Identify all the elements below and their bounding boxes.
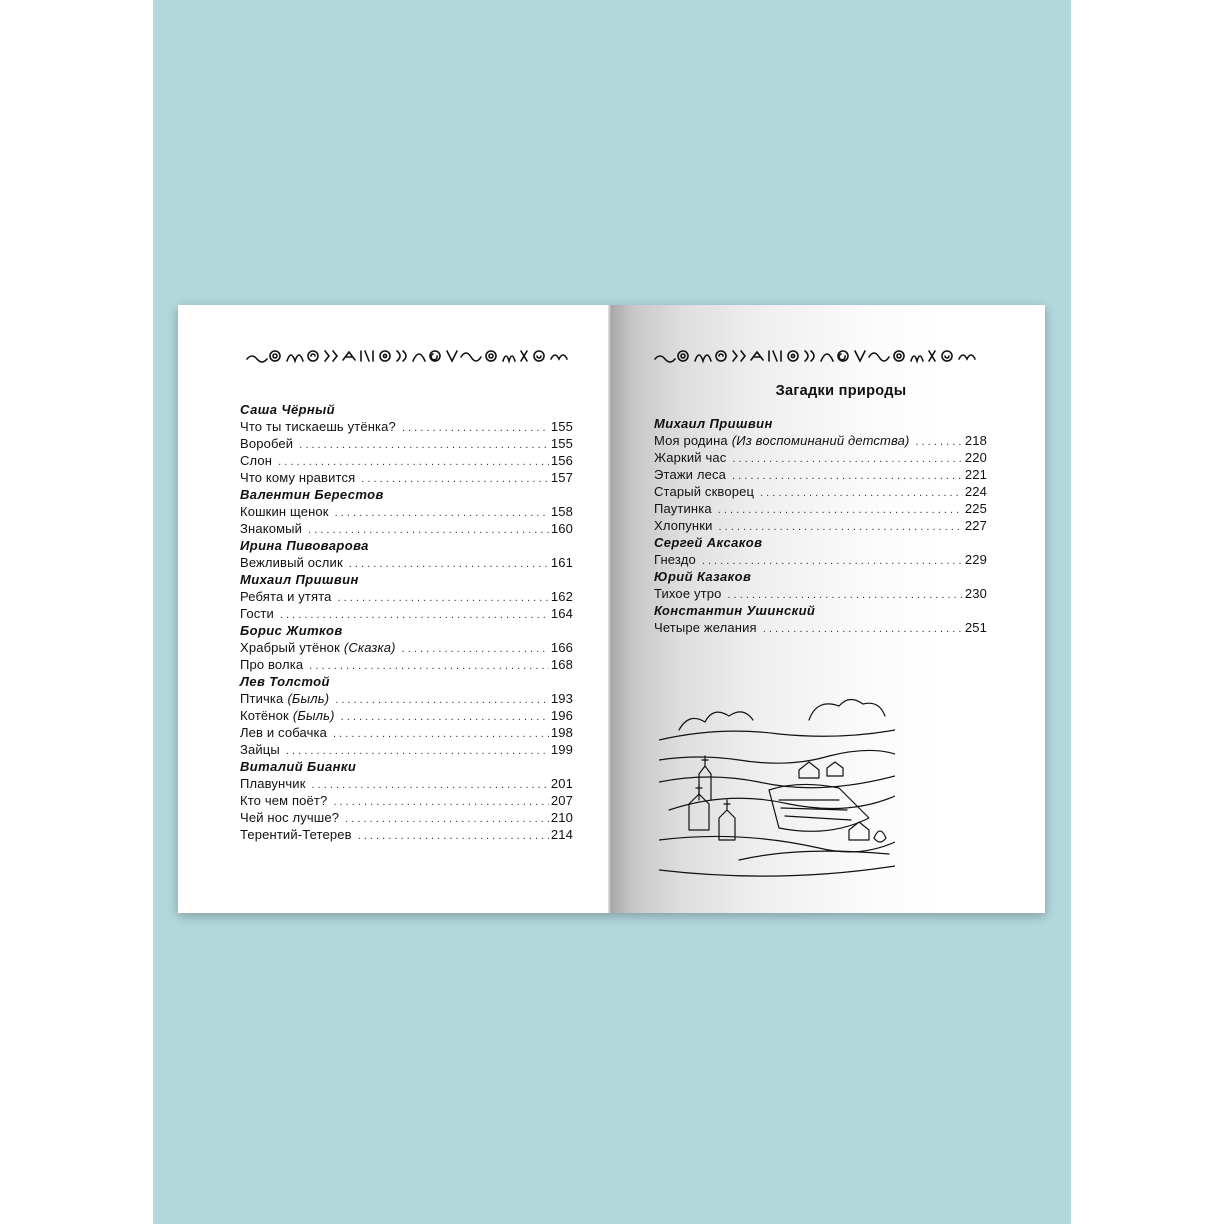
- page-number: 225: [964, 501, 987, 516]
- entry-title: Старый скворец: [654, 484, 755, 499]
- dot-leader: [358, 828, 549, 845]
- entry-title: Этажи леса: [654, 467, 726, 482]
- toc-entry: [240, 418, 573, 435]
- entry-title: Знакомый: [240, 521, 303, 536]
- author-heading: Сергей Аксаков: [654, 535, 763, 550]
- toc-entry: [654, 517, 987, 534]
- dot-leader: [402, 420, 549, 437]
- entry-title: Жаркий час: [654, 450, 727, 465]
- author-heading: Борис Житков: [240, 623, 343, 638]
- page-number: 158: [550, 504, 573, 519]
- page-number: 251: [964, 620, 987, 635]
- page-number: 199: [550, 742, 573, 757]
- page-number: 220: [964, 450, 987, 465]
- page-number: 229: [964, 552, 987, 567]
- entry-title: Птичка: [240, 691, 284, 706]
- dot-leader: [309, 658, 549, 675]
- page-number: 164: [550, 606, 573, 621]
- author-heading: Саша Чёрный: [240, 402, 336, 417]
- entry-title: Что кому нравится: [240, 470, 356, 485]
- toc-entry: [654, 449, 987, 466]
- entry-title: Терентий-Тетерев: [240, 827, 352, 842]
- page-number: 168: [550, 657, 573, 672]
- entry-title: Про волка: [240, 657, 304, 672]
- dot-leader: [349, 556, 549, 573]
- author-heading: Лев Толстой: [240, 674, 330, 689]
- entry-title: Кто чем поёт?: [240, 793, 328, 808]
- dot-leader: [916, 434, 963, 451]
- entry-title: Паутинка: [654, 501, 712, 516]
- left-page: [178, 305, 611, 913]
- page-number: 166: [550, 640, 573, 655]
- toc-entry: [240, 435, 573, 452]
- entry-title: Гости: [240, 606, 274, 621]
- toc-entry: [654, 585, 987, 602]
- toc-entry: [654, 619, 987, 636]
- dot-leader: [345, 811, 549, 828]
- toc-entry: [654, 551, 987, 568]
- page-number: 230: [964, 586, 987, 601]
- entry-title: Воробей: [240, 436, 294, 451]
- dot-leader: [299, 437, 549, 454]
- page-number: 227: [964, 518, 987, 533]
- toc-entry: [240, 452, 573, 469]
- entry-title: Лев и собачка: [240, 725, 328, 740]
- toc-entry: [240, 554, 573, 571]
- dot-leader: [333, 794, 548, 811]
- page-number: 160: [550, 521, 573, 536]
- dot-leader: [341, 709, 549, 726]
- entry-title: Слон: [240, 453, 273, 468]
- entry-title: Гнездо: [654, 552, 696, 567]
- toc-entry: [240, 639, 573, 656]
- dot-leader: [732, 451, 962, 468]
- page-number: 224: [964, 484, 987, 499]
- entry-title: Хлопунки: [654, 518, 713, 533]
- toc-entry: [654, 500, 987, 517]
- page-number: 155: [550, 436, 573, 451]
- entry-title: Кошкин щенок: [240, 504, 329, 519]
- right-page: [611, 305, 1045, 913]
- page-number: 196: [550, 708, 573, 723]
- table-of-contents-left: [240, 401, 573, 843]
- entry-title: Чей нос лучше?: [240, 810, 340, 825]
- toc-entry: [240, 707, 573, 724]
- entry-title: Моя родина: [654, 433, 728, 448]
- author-heading: Михаил Пришвин: [240, 572, 359, 587]
- dot-leader: [312, 777, 549, 794]
- author-heading: Ирина Пивоварова: [240, 538, 369, 553]
- entry-title: Четыре желания: [654, 620, 757, 635]
- dot-leader: [338, 590, 549, 607]
- author-heading: Константин Ушинский: [654, 603, 816, 618]
- toc-entry: [654, 432, 987, 449]
- section-title: Загадки природы: [775, 383, 907, 399]
- ornament-border-icon: [245, 345, 575, 367]
- dot-leader: [732, 468, 963, 485]
- dot-leader: [333, 726, 549, 743]
- page-number: 201: [550, 776, 573, 791]
- village-landscape-icon: [659, 690, 895, 890]
- page-number: 161: [550, 555, 573, 570]
- toc-entry: [654, 466, 987, 483]
- dot-leader: [335, 505, 549, 522]
- toc-entry: [240, 826, 573, 843]
- dot-leader: [760, 485, 963, 502]
- toc-entry: [240, 656, 573, 673]
- page-number: 210: [550, 810, 573, 825]
- entry-title: Ребята и утята: [240, 589, 332, 604]
- dot-leader: [361, 471, 549, 488]
- entry-note: (Быль): [287, 691, 330, 706]
- entry-title: Тихое утро: [654, 586, 722, 601]
- toc-entry: [240, 605, 573, 622]
- toc-entry: [654, 483, 987, 500]
- dot-leader: [718, 502, 963, 519]
- author-heading: Юрий Казаков: [654, 569, 752, 584]
- entry-note: (Быль): [292, 708, 335, 723]
- author-heading: Валентин Берестов: [240, 487, 384, 502]
- book-spine-fold: [608, 305, 612, 913]
- toc-entry: [240, 775, 573, 792]
- toc-entry: [240, 520, 573, 537]
- author-heading: Виталий Бианки: [240, 759, 357, 774]
- table-of-contents-right: [654, 415, 987, 636]
- dot-leader: [402, 641, 549, 658]
- entry-title: Зайцы: [240, 742, 280, 757]
- toc-entry: [240, 809, 573, 826]
- page-number: 218: [964, 433, 987, 448]
- entry-title: Плавунчик: [240, 776, 306, 791]
- toc-entry: [240, 469, 573, 486]
- page-number: 155: [550, 419, 573, 434]
- toc-entry: [240, 741, 573, 758]
- page-number: 193: [550, 691, 573, 706]
- dot-leader: [763, 621, 963, 638]
- toc-entry: [240, 588, 573, 605]
- page-number: 198: [550, 725, 573, 740]
- page-number: 207: [550, 793, 573, 808]
- author-heading: Михаил Пришвин: [654, 416, 773, 431]
- entry-note: (Из воспоминаний детства): [731, 433, 910, 448]
- page-number: 162: [550, 589, 573, 604]
- page-number: 221: [964, 467, 987, 482]
- page-number: 156: [550, 453, 573, 468]
- toc-entry: [240, 690, 573, 707]
- toc-entry: [240, 792, 573, 809]
- entry-title: Что ты тискаешь утёнка?: [240, 419, 396, 434]
- toc-entry: [240, 724, 573, 741]
- dot-leader: [335, 692, 549, 709]
- page-number: 157: [550, 470, 573, 485]
- page-number: 214: [550, 827, 573, 842]
- toc-entry: [240, 503, 573, 520]
- entry-title: Вежливый ослик: [240, 555, 343, 570]
- entry-title: Котёнок: [240, 708, 289, 723]
- open-book: [178, 305, 1045, 913]
- ornament-border-icon: [653, 345, 983, 367]
- entry-title: Храбрый утёнок: [240, 640, 340, 655]
- entry-note: (Сказка): [343, 640, 396, 655]
